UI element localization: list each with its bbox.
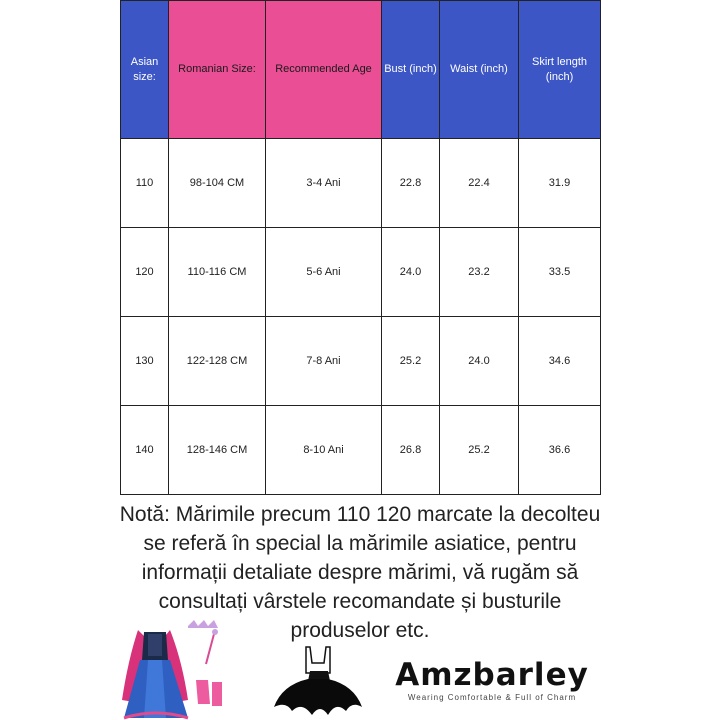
header-recommended-age: Recommended Age: [266, 1, 382, 139]
brand-logo: [383, 658, 601, 702]
cell-asian-size: 130: [121, 317, 169, 406]
cell-skirt-length: 33.5: [519, 228, 601, 317]
header-romanian-size: Romanian Size:: [169, 1, 266, 139]
header-bust: Bust (inch): [382, 1, 440, 139]
cell-age: 8-10 Ani: [266, 406, 382, 495]
size-note: Notă: Mărimile precum 110 120 marcate la decolteu se referă în special la mărimile asiatice, pentru informații detaliate despre mărimi, vă rugăm să consultați vârstele recomandate și busturile produselor etc.: [119, 503, 601, 642]
brand-name: Amzbarley: [395, 657, 589, 693]
size-chart-table: [120, 0, 601, 495]
cell-bust: 25.2: [382, 317, 440, 406]
cell-asian-size: 120: [121, 228, 169, 317]
table-row: [121, 139, 601, 228]
cell-skirt-length: 34.6: [519, 317, 601, 406]
cell-skirt-length: 31.9: [519, 139, 601, 228]
cell-age: 7-8 Ani: [266, 317, 382, 406]
table-row: [121, 406, 601, 495]
table-row: [121, 317, 601, 406]
header-waist: Waist (inch): [440, 1, 519, 139]
cell-waist: 22.4: [440, 139, 519, 228]
cell-bust: 26.8: [382, 406, 440, 495]
table-header-row: [121, 1, 601, 139]
cell-age: 5-6 Ani: [266, 228, 382, 317]
cell-romanian-size: 110-116 CM: [169, 228, 266, 317]
princess-dress-image: [118, 620, 230, 720]
cell-asian-size: 110: [121, 139, 169, 228]
header-skirt-length: Skirt length (inch): [519, 1, 601, 139]
cell-waist: 25.2: [440, 406, 519, 495]
cell-asian-size: 140: [121, 406, 169, 495]
table-row: [121, 228, 601, 317]
cell-waist: 23.2: [440, 228, 519, 317]
cell-romanian-size: 98-104 CM: [169, 139, 266, 228]
cell-romanian-size: 128-146 CM: [169, 406, 266, 495]
brand-tagline: Wearing Comfortable & Full of Charm: [407, 693, 577, 702]
black-tutu-image: [272, 645, 364, 720]
cell-bust: 22.8: [382, 139, 440, 228]
cell-romanian-size: 122-128 CM: [169, 317, 266, 406]
cell-waist: 24.0: [440, 317, 519, 406]
cell-age: 3-4 Ani: [266, 139, 382, 228]
header-asian-size: Asian size:: [121, 1, 169, 139]
cell-bust: 24.0: [382, 228, 440, 317]
cell-skirt-length: 36.6: [519, 406, 601, 495]
